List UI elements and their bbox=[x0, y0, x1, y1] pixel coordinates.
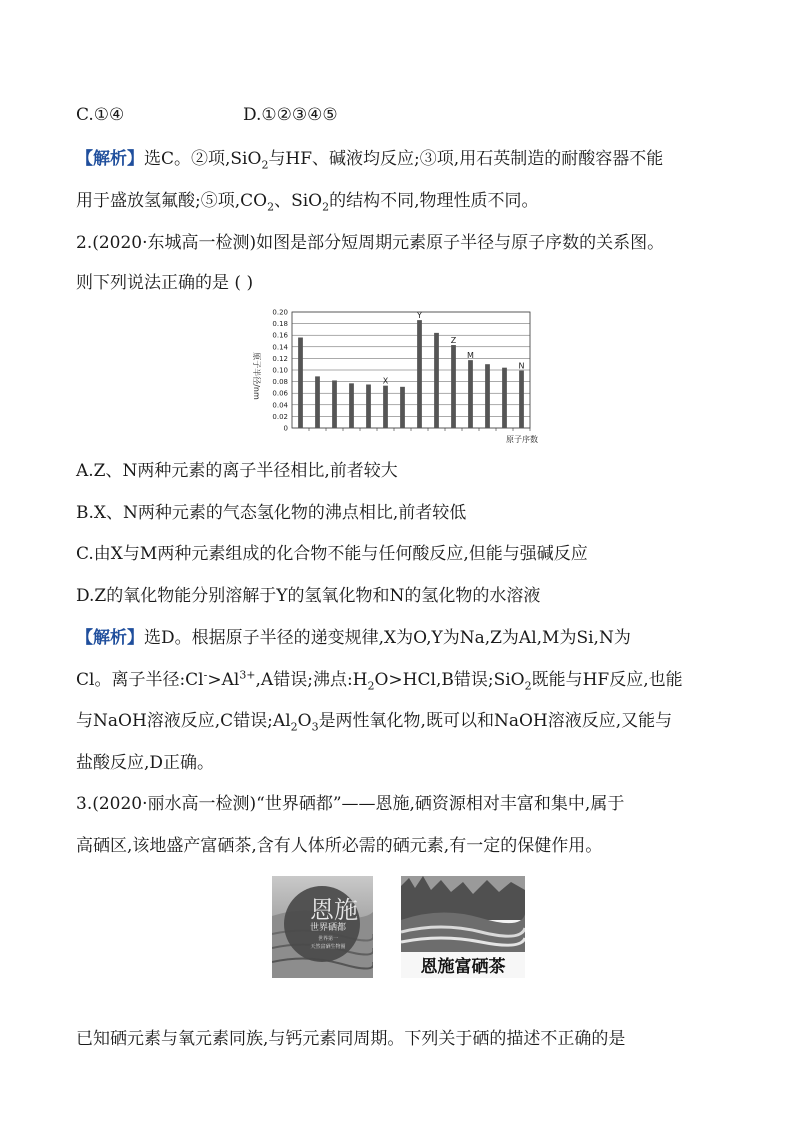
chart-bar bbox=[434, 333, 439, 428]
chart-bar bbox=[315, 376, 320, 428]
option-d: D.①②③④⑤ bbox=[243, 105, 338, 125]
q2-analysis-line-4: 盐酸反应,D正确。 bbox=[76, 753, 215, 773]
chart-bar bbox=[468, 360, 473, 428]
chart-bar bbox=[485, 364, 490, 428]
enshi-selenium-tea-photo bbox=[401, 876, 525, 978]
chart-ytick-label: 0.12 bbox=[272, 354, 288, 363]
calligraphy-text: 恩施 bbox=[310, 896, 358, 924]
q2-stem-line-1: 2.(2020·东城高一检测)如图是部分短周期元素原子半径与原子序数的关系图。 bbox=[76, 233, 665, 253]
chart-grid bbox=[292, 312, 530, 431]
chart-ytick-label: 0 bbox=[283, 424, 288, 433]
tea-caption: 恩施富硒茶 bbox=[420, 957, 506, 977]
photo-caption-2: 世界第一 bbox=[317, 936, 339, 942]
q2-option-b: B.X、N两种元素的气态氢化物的沸点相比,前者较低 bbox=[76, 503, 467, 523]
chart-ytick-label: 0.18 bbox=[272, 320, 288, 329]
q2-analysis-line-2: Cl。离子半径$:Cl^->Al^{3+},A$错误;沸点$:H_2O>HCl,B$错误;SiO$_2$既能与HF反应,也能 bbox=[76, 668, 683, 693]
chart-bar bbox=[349, 383, 354, 428]
chart-bar bbox=[383, 386, 388, 428]
chart-bar bbox=[502, 368, 507, 428]
chart-ytick-label: 0.06 bbox=[272, 389, 288, 398]
chart-ytick-label: 0.10 bbox=[272, 366, 288, 375]
q2-option-c: C.由X与M两种元素组成的化合物不能与任何酸反应,但能与强碱反应 bbox=[76, 544, 588, 564]
q2-analysis-line-3: 与NaOH溶液反应,C错误$;Al_2O_3$是两性氧化物,既可以和NaOH溶液反应,又能与 bbox=[76, 711, 673, 734]
chart-bar bbox=[366, 385, 371, 429]
chart-bar-label: Z bbox=[450, 336, 457, 346]
option-c-d-row bbox=[76, 104, 338, 126]
chart-bar-label: N bbox=[518, 361, 525, 371]
chart-bar bbox=[451, 345, 456, 428]
chart-bar bbox=[400, 387, 405, 428]
chart-yticks bbox=[272, 309, 288, 433]
chart-ytick-label: 0.14 bbox=[272, 343, 288, 352]
chart-bar bbox=[298, 338, 303, 428]
q1-analysis-line-1: 【解析】选C。②项,SiO$_2$与HF、碱液均反应;③项,用石英制造的耐酸容器不能 bbox=[76, 149, 664, 172]
analysis-tag: 【解析】 bbox=[76, 149, 144, 169]
chart-xlabel: 原子序数 bbox=[506, 435, 538, 444]
chart-ytick-label: 0.16 bbox=[272, 331, 288, 340]
chart-bar-label: Y bbox=[417, 311, 422, 321]
atomic-radius-chart bbox=[240, 302, 570, 452]
chart-bars bbox=[298, 320, 524, 428]
q2-analysis-line-1: 【解析】选D。根据原子半径的递变规律,X为O,Y为Na,Z为Al,M为Si,N为 bbox=[76, 628, 631, 648]
chart-bar-label: M bbox=[467, 351, 474, 361]
chart-ytick-label: 0.04 bbox=[272, 401, 288, 410]
chart-ytick-label: 0.08 bbox=[272, 378, 288, 387]
chart-bar bbox=[332, 380, 337, 428]
chart-ytick-label: 0.20 bbox=[272, 308, 288, 317]
chart-bar bbox=[417, 320, 422, 428]
q2-option-d: D.Z的氧化物能分别溶解于Y的氢氧化物和N的氢化物的水溶液 bbox=[76, 586, 541, 606]
q3-stem-line-1: 3.(2020·丽水高一检测)“世界硒都”——恩施,硒资源相对丰富和集中,属于 bbox=[76, 794, 625, 814]
q2-stem-line-2: 则下列说法正确的是 ( ) bbox=[76, 273, 254, 293]
q1-analysis-line-2: 用于盛放氢氟酸;⑤项$,CO_2$、SiO$_2$的结构不同,物理性质不同。 bbox=[76, 191, 539, 214]
option-c: C.①④ bbox=[76, 105, 125, 125]
analysis-tag: 【解析】 bbox=[76, 628, 144, 648]
q2-option-a: A.Z、N两种元素的离子半径相比,前者较大 bbox=[76, 461, 398, 481]
q3-stem-line-2: 高硒区,该地盛产富硒茶,含有人体所必需的硒元素,有一定的保健作用。 bbox=[76, 836, 603, 856]
enshi-selenium-capital-photo bbox=[272, 876, 373, 978]
chart-ytick-label: 0.02 bbox=[272, 412, 288, 421]
photo-caption-1: 世界硒都 bbox=[309, 923, 347, 933]
q3-stem-line-3: 已知硒元素与氧元素同族,与钙元素同周期。下列关于硒的描述不正确的是 bbox=[76, 1029, 626, 1049]
chart-ylabel: 原子半径/nm bbox=[252, 352, 261, 400]
chart-bar bbox=[519, 371, 524, 428]
chart-bar-label: X bbox=[382, 376, 389, 386]
photo-caption-3: 天然富硒生物圈 bbox=[310, 944, 346, 950]
